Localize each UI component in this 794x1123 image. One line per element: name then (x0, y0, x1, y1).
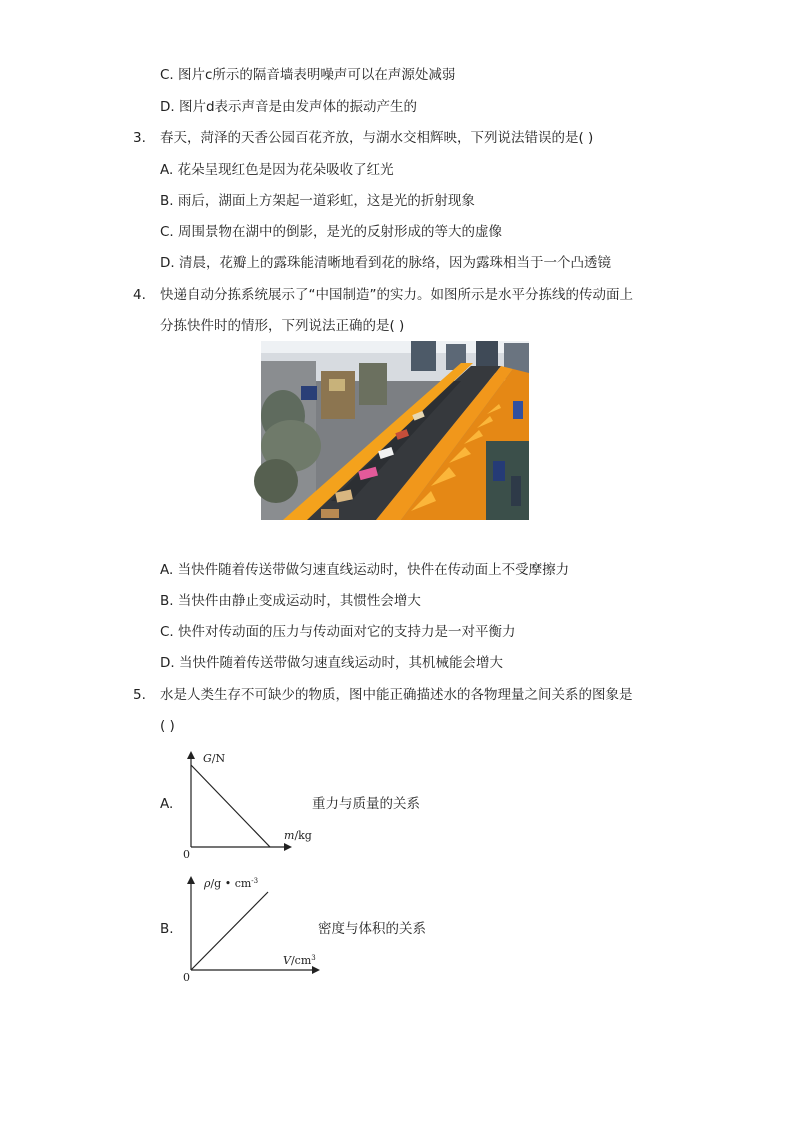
q3-option-c: C. 周围景物在湖中的倒影，是光的反射形成的等大的虚像 (160, 224, 503, 240)
q4-option-a: A. 当快件随着传送带做匀速直线运动时，快件在传动面上不受摩擦力 (160, 562, 570, 578)
graph-b-origin: 0 (183, 971, 190, 984)
q5-stem-line2: ( ) (160, 718, 175, 734)
q4-stem-line1: 快递自动分拣系统展示了“中国制造”的实力。如图所示是水平分拣线的传动面上 (160, 287, 633, 303)
q3-option-d: D. 清晨，花瓣上的露珠能清晰地看到花的脉络，因为露珠相当于一个凸透镜 (160, 255, 611, 271)
graph-a-chart (178, 745, 312, 863)
graph-b-letter: B. (160, 921, 174, 937)
graph-a-caption: 重力与质量的关系 (312, 796, 420, 812)
q3-option-b: B. 雨后，湖面上方架起一道彩虹，这是光的折射现象 (160, 193, 475, 209)
graph-b-caption: 密度与体积的关系 (318, 921, 426, 937)
q5-number: 5. (133, 687, 146, 703)
graph-b-chart (178, 870, 328, 985)
graph-b-series-line (191, 892, 268, 970)
graph-a-series-line (191, 765, 270, 847)
q3-number: 3. (133, 130, 146, 146)
q4-stem-line2: 分拣快件时的情形，下列说法正确的是( ) (160, 318, 405, 334)
q3-stem: 春天，菏泽的天香公园百花齐放，与湖水交相辉映，下列说法错误的是( ) (160, 130, 594, 146)
graph-a-origin: 0 (183, 848, 190, 861)
graph-b-y-label: ρ/g • $cm^{-3}$ (204, 877, 259, 890)
q4-option-c: C. 快件对传动面的压力与传动面对它的支持力是一对平衡力 (160, 624, 516, 640)
graph-b-x-label: $V/cm^3$ (283, 954, 316, 967)
sorting-line-photo (261, 341, 529, 520)
q2-option-d: D. 图片d表示声音是由发声体的振动产生的 (160, 99, 418, 115)
graph-a-y-label: G/N (203, 752, 226, 765)
q5-stem-line1: 水是人类生存不可缺少的物质，图中能正确描述水的各物理量之间关系的图象是 (160, 687, 633, 703)
q4-option-d: D. 当快件随着传送带做匀速直线运动时，其机械能会增大 (160, 655, 503, 671)
q4-option-b: B. 当快件由静止变成运动时，其惯性会增大 (160, 593, 421, 609)
graph-a-x-label: m/kg (284, 829, 312, 842)
graph-a-letter: A. (160, 796, 174, 812)
q4-number: 4. (133, 287, 146, 303)
q3-option-a: A. 花朵呈现红色是因为花朵吸收了红光 (160, 162, 394, 178)
q2-option-c: C. 图片c所示的隔音墙表明噪声可以在声源处减弱 (160, 67, 456, 83)
